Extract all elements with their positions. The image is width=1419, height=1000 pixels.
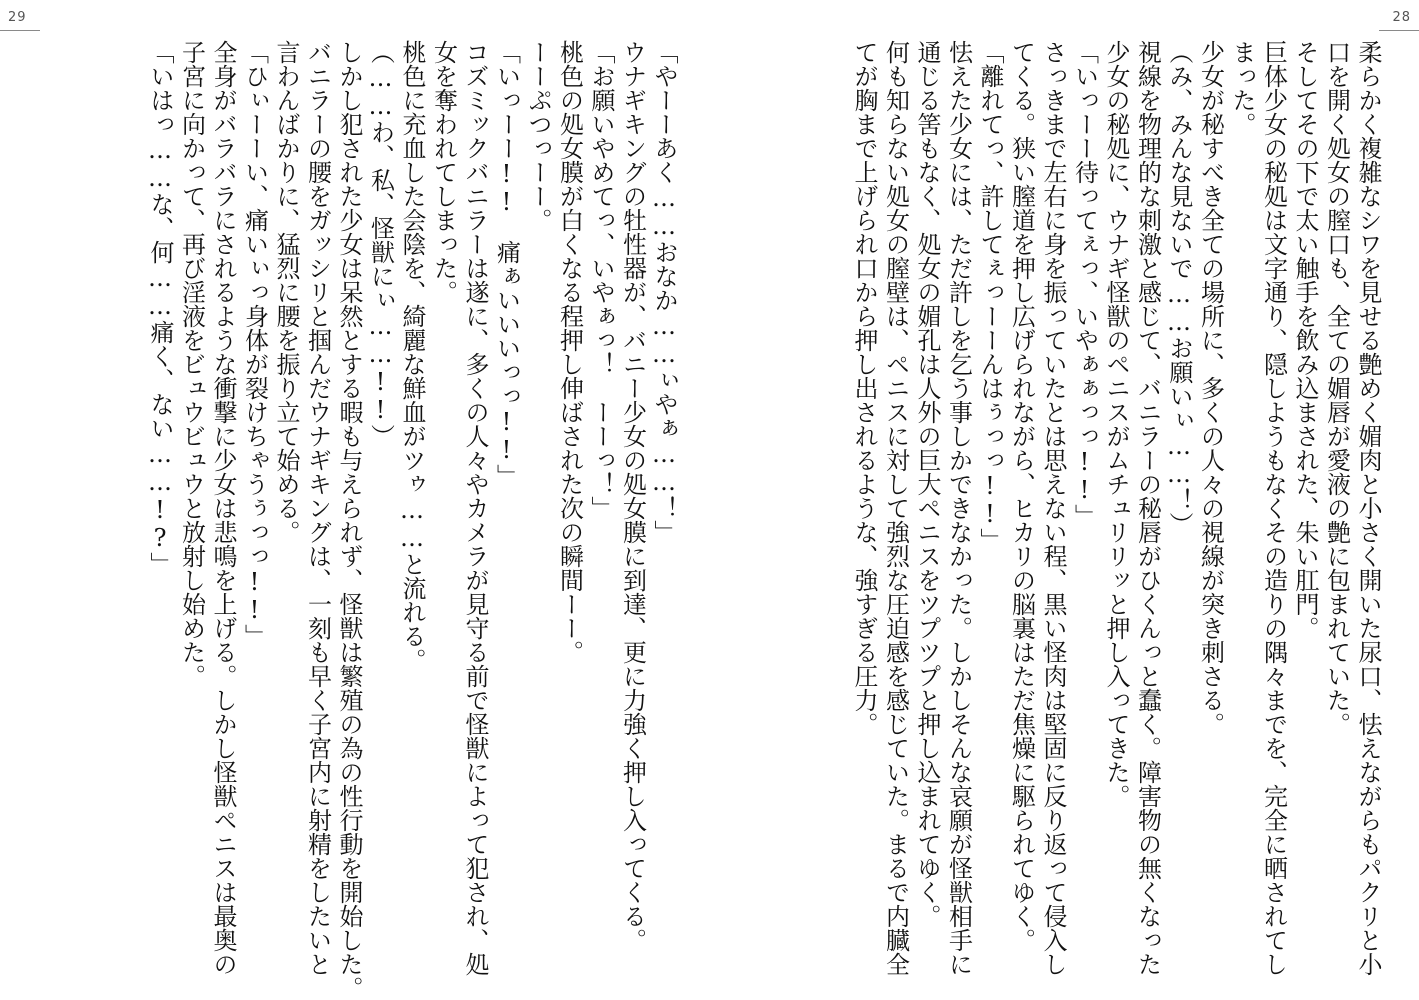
text-line: （……わ、私、怪獣にぃ……!!） [366, 40, 395, 448]
page-number-right: 28 [1392, 10, 1411, 25]
left-page [0, 0, 709, 1000]
text-line: てが胸まで上げられ口から押し出されるような、強すぎる圧力。 [850, 40, 878, 736]
text-line: 少女の秘処に、ウナギ怪獣のペニスがムチュリリッと押し入ってきた。 [1102, 40, 1130, 808]
text-line: ウナギキングの牡性器が、バニー少女の処女膜に到達、更に力強く押し入ってくる。 [618, 40, 647, 952]
text-line: ーーぷつっーー。 [524, 40, 552, 232]
text-line: 「いっーー待ってぇっ、いやぁぁっっ!!」 [1070, 40, 1099, 528]
text-line: 巨体少女の秘処は文字通り、隠しようもなくその造りの隅々までを、完全に晒されてし [1259, 40, 1288, 976]
left-page-text-column [49, 40, 679, 1000]
text-line: さっきまで左右に身を振っていたとは思えない程、黒い怪肉は堅固に反り返って侵入し [1039, 40, 1067, 976]
right-page-text-column [753, 40, 1383, 976]
text-line: 「いっーー!! 痛ぁいいいっっ!!」 [492, 40, 521, 488]
text-line: （み、みんな見ないで……お願いぃ……！） [1165, 40, 1193, 536]
text-line: てくる。狭い膣道を押し広げられながら、ヒカリの脳裏はただ焦燥に駆られてゆく。 [1007, 40, 1036, 952]
text-line: バニラーの腰をガッシリと掴んだウナギキングは、一刻も早く子宮内に射精をしたいと [303, 40, 332, 976]
text-line: 全身がバラバラにされるような衝撃に少女は悲鳴を上げる。しかし怪獣ペニスは最奥の [209, 40, 237, 976]
page-divider-line-left [0, 30, 40, 31]
text-line: 通じる筈もなく、処女の媚孔は人外の巨大ペニスをツプツプと押し込まれてゆく。 [913, 40, 941, 928]
text-line: 視線を物理的な刺激と感じて、バニラーの秘唇がひくんっと蠢く。障害物の無くなった [1133, 40, 1162, 976]
text-line: 「やーーあく……おなか……ぃやぁ……！」 [650, 40, 678, 544]
text-line: 怯えた少女には、ただ許しを乞う事しかできなかった。しかしそんな哀願が怪獣相手に [944, 40, 973, 976]
text-line: 言わんばかりに、猛烈に腰を振り立て始める。 [272, 40, 300, 544]
page-divider-line-right [1379, 30, 1419, 31]
text-line: 口を開く処女の膣口も、全ての媚唇が愛液の艶に包まれていた。 [1322, 40, 1351, 736]
text-line: 女を奪われてしまった。 [429, 40, 458, 304]
text-line: 「お願いやめてっ、いやぁっ！ ーーっ！」 [587, 40, 615, 520]
text-line: 柔らかく複雑なシワを見せる艶めく媚肉と小さく開いた尿口、怯えながらもパクリと小 [1354, 40, 1382, 976]
page-number-left: 29 [8, 10, 27, 25]
text-line: 「離れてっ、許してぇっーーんはぅっっ!!」 [976, 40, 1004, 552]
text-line: 子宮に向かって、再び淫液をビュウビュウと放射し始めた。 [177, 40, 206, 688]
text-line: 桃色の処女膜が白くなる程押し伸ばされた次の瞬間ーー。 [555, 40, 584, 664]
text-line: まった。 [1228, 40, 1256, 136]
text-line: 「ひぃーーい、痛いぃっ身体が裂けちゃうぅっっ!!」 [240, 40, 269, 648]
text-line: 「いはっ……な、何……痛く、ない……!?」 [146, 40, 174, 576]
text-line: 少女が秘すべき全ての場所に、多くの人々の視線が突き刺さる。 [1196, 40, 1225, 736]
right-page [710, 0, 1419, 1000]
text-line: 何も知らない処女の膣壁は、ペニスに対して強烈な圧迫感を感じていた。まるで内臓全 [881, 40, 910, 976]
text-line: 桃色に充血した会陰を、綺麗な鮮血がツゥ……と流れる。 [398, 40, 426, 672]
text-line: しかし犯された少女は呆然とする暇も与えられず、怪獣は繁殖の為の性行動を開始した。 [335, 40, 363, 1000]
text-line: そしてその下で太い触手を飲み込まされた、朱い肛門。 [1291, 40, 1319, 640]
text-line: コズミックバニラーは遂に、多くの人々やカメラが見守る前で怪獣によって犯され、処 [461, 40, 489, 976]
